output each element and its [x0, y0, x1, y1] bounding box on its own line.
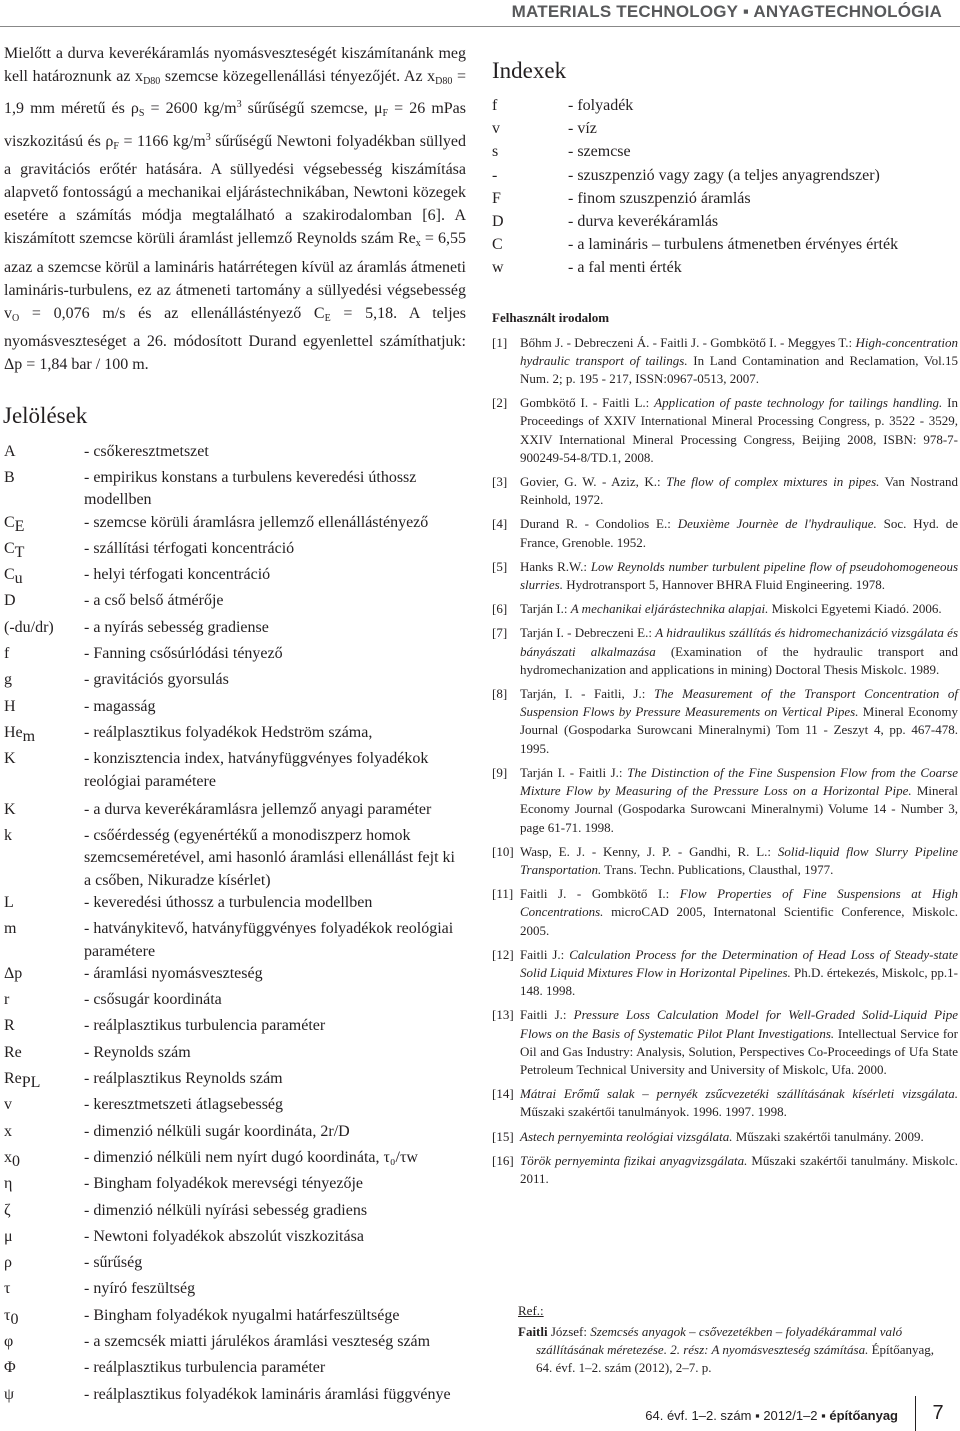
reference-text: Mátrai Erőmű salak – pernyék zsűcvezetéki szállításának kísérleti vizsgálata. Műszaki szakértői tanulmányok. 1996. 1997. 1998. — [520, 1086, 958, 1120]
notation-symbol: CE — [4, 513, 25, 535]
reference-number: [11] — [492, 886, 514, 902]
reference-number: [9] — [492, 764, 508, 780]
notation-row — [4, 1226, 466, 1252]
notation-row — [4, 590, 466, 616]
notation-description: - helyi térfogati koncentráció — [84, 566, 271, 584]
reference-item — [490, 764, 958, 837]
notation-description: - csősugár koordináta — [84, 991, 222, 1009]
reference-number: [1] — [492, 334, 508, 350]
reference-item — [490, 685, 958, 758]
notation-description: - reálplasztikus turbulencia paraméter — [84, 1359, 326, 1377]
notation-description: - reálplasztikus Reynolds szám — [84, 1070, 283, 1088]
reference-number: [2] — [492, 395, 508, 411]
notation-row — [4, 918, 466, 963]
notation-description: - keresztmetszeti átlagsebesség — [84, 1096, 284, 1114]
notation-description: - hatványkitevő, hatványfüggvényes folyadékok reológiai paramétere — [84, 920, 454, 960]
notation-symbol: ψ — [4, 1385, 15, 1403]
notation-row — [4, 825, 466, 892]
notation-row — [4, 441, 466, 467]
notation-description: - Bingham folyadékok merevségi tényezője — [84, 1175, 364, 1193]
reference-number: [12] — [492, 946, 514, 962]
index-description: - víz — [568, 120, 597, 138]
notation-table — [4, 441, 466, 1410]
reference-item — [490, 394, 958, 467]
intro-sub: E — [324, 313, 331, 325]
notation-description: - konzisztencia index, hatványfüggvényes folyadékok reológiai paramétere — [84, 750, 429, 790]
index-symbol: f — [492, 97, 498, 114]
references-list — [490, 334, 958, 1189]
reference-number: [4] — [492, 516, 508, 532]
reference-text: Wasp, E. J. - Kenny, J. P. - Gandhi, R. L.: Solid-liquid flow Slurry Pipeline Transportation. Trans. Techn. Publications, Clausthal, 1977. — [520, 843, 958, 877]
notation-heading: Jelölések — [3, 402, 88, 428]
notation-description: - empirikus konstans a turbulens keveredési úthossz modellben — [84, 468, 417, 509]
index-symbol: C — [492, 236, 503, 254]
notation-symbol: v — [4, 1096, 12, 1114]
reference-number: [3] — [492, 474, 508, 490]
reference-number: [16] — [492, 1152, 514, 1168]
index-symbol: - — [492, 166, 498, 184]
intro-sub: S — [138, 108, 145, 120]
index-symbol: v — [492, 120, 500, 138]
notation-symbol: K — [4, 750, 16, 768]
notation-row — [4, 1278, 466, 1304]
index-row — [492, 117, 898, 140]
notation-row — [4, 1015, 466, 1041]
notation-description: - Fanning csősúrlódási tényező — [84, 645, 283, 663]
left-column — [4, 42, 466, 1410]
references-heading: Felhasznált irodalom — [492, 309, 610, 325]
index-row — [492, 256, 898, 279]
page-footer — [0, 1394, 960, 1431]
notation-description: - a szemcsék miatti járulékos áramlási veszteség szám — [84, 1333, 431, 1351]
reference-text: Tarján I.: A mechanikai eljárástechnika alapjai. Miskolci Egyetemi Kiadó. 2006. — [520, 601, 942, 617]
intro-sub: O — [12, 313, 20, 325]
notation-description: - nyíró feszültség — [84, 1280, 196, 1298]
notation-description: - Reynolds szám — [84, 1043, 191, 1061]
notation-description: - Newtoni folyadékok abszolút viszkozitása — [84, 1227, 364, 1245]
reference-text: Tarján I. - Faitli J.: The Distinction of the Fine Suspension Flow from the Coarse Mixture Flow by Measuring of the Pressure Loss on a Horizontal Pipe. Mineral Economy Journal (Gospodarka Surowcani Mineralnymi) Volume 14 - Number 3, page 61-71. 1998. — [520, 764, 958, 835]
intro-paragraph — [4, 42, 466, 377]
reference-text: Faitli J.: Pressure Loss Calculation Model for Well-Graded Solid-Liquid Pipe Flows on the Basis of Systematic Pilot Plant Investigations. Intellectual Service for Oil and Gas Industry: Analysis, Solution, Perspectives Co-Proceedings of Ufa State Petroleum Technical University and University of Miskolc, Ufa. 2000. — [520, 1007, 959, 1077]
index-description: - finom szuszpenzió áramlás — [568, 189, 751, 207]
notation-description: - keveredési úthossz a turbulencia modellben — [84, 893, 373, 911]
reference-text: Török pernyeminta fizikai anyagvizsgálata. Műszaki szakértői tanulmány. Miskolc. 2011. — [520, 1152, 958, 1186]
citation-body — [518, 1323, 940, 1377]
index-description: - folyadék — [568, 97, 634, 114]
reference-text: Durand R. - Condolios E.: Deuxième Journèe de l'hydraulique. Soc. Hyd. de France, Grenoble. 1952. — [520, 516, 958, 550]
intro-text: = 2600 kg/m — [144, 100, 237, 118]
index-symbol: s — [492, 143, 499, 161]
intro-text: = 0,076 m/s és az ellenállástényező C — [19, 305, 325, 323]
notation-row — [4, 1331, 466, 1357]
notation-symbol: x0 — [4, 1148, 20, 1170]
notation-description: - áramlási nyomásveszteség — [84, 964, 263, 982]
index-row — [492, 233, 898, 256]
notation-description: - dimenzió nélküli nyírási sebesség gradiens — [84, 1201, 368, 1219]
intro-text: = 1,9 mm méretű és ρ — [4, 68, 466, 118]
intro-sub: F — [382, 108, 389, 120]
reference-text: Faitli J. - Gombkötő I.: Flow Properties of Fine Suspensions at High Concentrations. microCAD 2005, Internatonal Scientific Conference, Miskolc. 2005. — [520, 886, 959, 938]
notation-symbol: μ — [4, 1227, 13, 1245]
notation-symbol: H — [4, 697, 16, 715]
notation-description: - magasság — [84, 697, 156, 715]
reference-number: [5] — [492, 558, 508, 574]
reference-number: [13] — [492, 1007, 514, 1023]
reference-text: Tarján I. - Debreczeni E.: A hidraulikus szállítás és hidromechanizáció vizsgálata és bányászati alkalmazása (Examination of the hydraulic transport and hydromechanization and applications in mining) Doctoral Thesis Miskolc. 1989. — [520, 625, 958, 677]
citation-author: Faitli — [518, 1324, 548, 1339]
citation-note — [518, 1302, 940, 1377]
notation-symbol: ρ — [4, 1254, 12, 1272]
notation-symbol: f — [4, 645, 10, 663]
notation-symbol: η — [4, 1175, 13, 1193]
index-description: - durva keverékáramlás — [568, 213, 719, 231]
reference-item — [490, 600, 958, 618]
notation-row — [4, 963, 466, 989]
notation-description: - reálplasztikus folyadékok Hedström száma, — [84, 723, 373, 741]
intro-text: = 6,55 azaz a szemcse körül a lamináris határrétegen kívül az áramlás átmeneti lamináris-turbulens, ez az átmeneti tartomány a süllyedési végsebesség v — [4, 230, 467, 323]
index-description: - a fal menti érték — [568, 259, 682, 277]
reference-text: Tarján, I. - Faitli, J.: The Measurement of the Transport Concentration of Suspension Flows by Pressure Measurements on Vertical Pipes. Mineral Economy Journal (Gospodarka Surowcani Mineralnymi) Tom 11 - Zeszyt 4, pp. 467-478. 1995. — [520, 686, 958, 756]
reference-number: [14] — [492, 1086, 514, 1102]
notation-row — [4, 748, 466, 793]
index-row — [492, 164, 898, 187]
journal-section-title: MATERIALS TECHNOLOGY ▪ ANYAGTECHNOLÓGIA — [511, 2, 942, 21]
notation-row — [4, 564, 466, 590]
notation-symbol: τ — [4, 1280, 11, 1298]
notation-description: - a nyírás sebesség gradiense — [84, 618, 269, 636]
notation-row — [4, 989, 466, 1015]
index-row — [492, 210, 898, 233]
reference-item — [490, 473, 958, 509]
index-heading: Indexek — [492, 58, 567, 83]
reference-text: Faitli J.: Calculation Process for the Determination of Head Loss of Steady-state Solid Liquid Mixtures Flow in Horizontal Pipelines. Ph.D. értekezés, Miskolc, pp.1-148. 1998. — [520, 946, 959, 999]
notation-description: - szemcse körüli áramlásra jellemző ellenállástényező — [84, 513, 429, 531]
intro-sup: 3 — [236, 99, 242, 111]
citation-title: Szemcsés anyagok – csővezetékben – folyadékárammal való szállításának méretezése. 2. rész: A nyomásveszteség számítása. — [536, 1324, 903, 1357]
citation-source: Építőanyag, 64. évf. 1–2. szám (2012), 2–7. p. — [536, 1342, 935, 1375]
reference-number: [8] — [492, 686, 508, 702]
reference-item — [490, 946, 958, 1001]
notation-symbol: (-du/dr) — [4, 618, 54, 636]
notation-description: - a cső belső átmérője — [84, 592, 224, 610]
notation-symbol: Cu — [4, 566, 23, 588]
footer-brand: építőanyag — [829, 1408, 898, 1423]
notation-symbol: k — [4, 827, 12, 845]
reference-item — [490, 1152, 958, 1188]
notation-symbol: D — [4, 592, 16, 610]
reference-item — [490, 558, 958, 594]
notation-description: - a durva keverékáramlásra jellemző anyagi paraméter — [84, 800, 432, 818]
notation-row — [4, 1042, 466, 1068]
notation-symbol: Φ — [4, 1359, 16, 1377]
intro-text: = 1166 kg/m — [118, 132, 206, 150]
notation-symbol: R — [4, 1017, 15, 1035]
notation-row — [4, 467, 466, 512]
notation-description: - csőkeresztmetszet — [84, 442, 209, 460]
notation-row — [4, 669, 466, 695]
notation-row — [4, 1068, 466, 1094]
notation-row — [4, 1200, 466, 1226]
notation-symbol: Δp — [4, 964, 23, 982]
notation-symbol: CT — [4, 539, 25, 561]
reference-text: Gombkötő I. - Faitli L.: Application of paste technology for tailings handling. In Proceedings of XXIV International Mineral Processing Congress, p. 3522 - 3529, XXIV International Mineral Processing Congress, Beijing 2008, ISBN: 978-7-900249-54-8/TD.1, 2008. — [520, 395, 958, 465]
notation-symbol: A — [4, 442, 16, 460]
notation-description: - sűrűség — [84, 1254, 143, 1272]
notation-symbol: x — [4, 1122, 12, 1140]
page-header — [0, 0, 960, 27]
notation-description: - Bingham folyadékok nyugalmi határfeszültsége — [84, 1306, 400, 1324]
reference-item — [490, 515, 958, 551]
intro-text: = 26 mPas viszkozitású és ρ — [4, 100, 467, 150]
notation-symbol: g — [4, 671, 12, 689]
footer-issue-text: 64. évf. 1–2. szám ▪ 2012/1–2 ▪ — [645, 1408, 830, 1423]
notation-description: - csőérdesség (egyenértékű a monodiszperz homok szemcseméretével, ami hasonló áramlási ellenállást fejt ki a csőben, Nikuradze kísérlet) — [84, 827, 455, 889]
notation-row — [4, 617, 466, 643]
index-symbol: w — [492, 259, 504, 277]
notation-row — [4, 892, 466, 918]
reference-number: [10] — [492, 843, 514, 859]
index-description: - szuszpenzió vagy zagy (a teljes anyagrendszer) — [568, 166, 880, 184]
index-symbol: F — [492, 189, 501, 207]
reference-text: Govier, G. W. - Aziz, K.: The flow of complex mixtures in pipes. Van Nostrand Reinhold, 1972. — [520, 474, 958, 508]
index-row — [492, 140, 898, 163]
notation-row — [4, 1121, 466, 1147]
notation-symbol: r — [4, 991, 10, 1009]
reference-text: Astech pernyeminta reológiai vizsgálata. Műszaki szakértői tanulmány. 2009. — [520, 1128, 924, 1144]
notation-description: - gravitációs gyorsulás — [84, 671, 229, 689]
notation-row — [4, 722, 466, 748]
intro-text: szemcse közegellenállási tényezőjét. Az x — [160, 68, 436, 86]
index-description: - szemcse — [568, 143, 631, 161]
intro-sub: x — [415, 238, 421, 250]
notation-symbol: φ — [4, 1333, 14, 1351]
notation-row — [4, 1173, 466, 1199]
notation-row — [4, 793, 466, 825]
notation-row — [4, 512, 466, 538]
index-description: - a lamináris – turbulens átmenetben érvényes érték — [568, 236, 899, 254]
intro-sub: F — [113, 140, 119, 152]
notation-symbol: m — [4, 920, 17, 938]
reference-item — [490, 1006, 958, 1079]
notation-row — [4, 643, 466, 669]
reference-item — [490, 624, 958, 679]
notation-symbol: ζ — [4, 1201, 11, 1219]
notation-description: - dimenzió nélküli nem nyírt dugó koordináta, τ₀/τw — [84, 1148, 418, 1166]
notation-description: - szállítási térfogati koncentráció — [84, 539, 295, 557]
reference-item — [490, 1128, 958, 1146]
notation-symbol: τ0 — [4, 1306, 19, 1328]
notation-symbol: RePL — [4, 1070, 41, 1092]
reference-number: [15] — [492, 1128, 514, 1144]
reference-item — [490, 1085, 958, 1121]
notation-symbol: Re — [4, 1043, 22, 1061]
notation-symbol: L — [4, 893, 14, 911]
intro-text: sűrűségű Newtoni folyadékban süllyed a gravitációs erőtér hatására. A süllyedési végsebesség kiszámítása alapvető fontosságú a mechanikai eljárástechnikában, Newtoni közegek esetére a számítás módja megtalálható a szakirodalomban [6]. A kiszámított szemcse körüli áramlást jellemző Reynolds szám Re — [4, 132, 466, 248]
notation-symbol: K — [4, 800, 16, 818]
reference-text: Hanks R.W.: Low Reynolds number turbulent pipeline flow of pseudohomogeneous slurries. Hydrotransport 5, Hannover BHRA Fluid Engineering. 1978. — [520, 558, 958, 593]
notation-symbol: B — [4, 468, 15, 486]
notation-row — [4, 1252, 466, 1278]
index-symbol: D — [492, 213, 504, 231]
index-table — [492, 94, 898, 280]
notation-row — [4, 1357, 466, 1383]
index-row — [492, 187, 898, 210]
reference-number: [7] — [492, 625, 508, 641]
page-number: 7 — [915, 1396, 960, 1431]
notation-row — [4, 696, 466, 722]
right-column — [490, 58, 958, 1194]
reference-item — [490, 843, 958, 879]
notation-row — [4, 1094, 466, 1120]
reference-number: [6] — [492, 601, 508, 617]
notation-row — [4, 1305, 466, 1331]
notation-description: - reálplasztikus turbulencia paraméter — [84, 1017, 326, 1035]
intro-sub: D80 — [435, 76, 453, 88]
citation-text: József: — [547, 1324, 591, 1339]
intro-text: Mielőtt a durva keverékáramlás nyomásveszteségét kiszámítanánk meg kell határoznunk az x — [4, 45, 466, 86]
intro-sub: D80 — [143, 76, 161, 88]
reference-item — [490, 885, 958, 940]
index-row — [492, 94, 898, 117]
footer-issue — [645, 1408, 898, 1423]
reference-text: Bőhm J. - Debreczeni Á. - Faitli J. - Gombkötő I. - Meggyes T.: High-concentration hydraulic transport of tailings. In Land Contamination and Reclamation, Vol.15 Num. 2; p. 195 - 217, ISSN:0967-0513, 2007. — [520, 334, 958, 387]
intro-text: = 5,18. A teljes nyomásveszteséget a 26. módosított Durand egyenlettel számíthatjuk: Δp = 1,84 bar / 100 m. — [4, 305, 466, 374]
notation-row — [4, 1147, 466, 1173]
notation-description: - reálplasztikus folyadékok lamináris áramlási függvénye — [84, 1385, 451, 1403]
notation-row — [4, 538, 466, 564]
reference-item — [490, 334, 958, 389]
intro-sup: 3 — [205, 131, 211, 143]
citation-label: Ref.: — [518, 1303, 544, 1318]
notation-symbol: Hem — [4, 723, 36, 745]
intro-text: sűrűségű szemcse, μ — [241, 100, 383, 118]
notation-description: - dimenzió nélküli sugár koordináta, 2r/D — [84, 1122, 350, 1140]
